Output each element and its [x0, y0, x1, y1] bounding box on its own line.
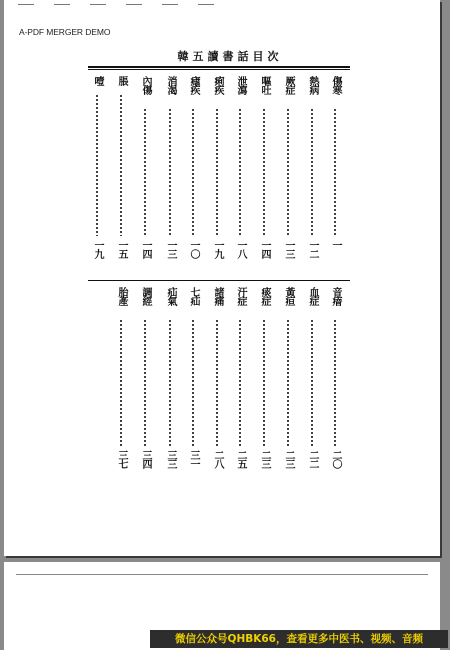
dash	[54, 4, 70, 5]
promo-banner: 微信公众号QHBK66，查看更多中医书、视频、音频	[150, 630, 448, 648]
top-dash-row	[18, 4, 238, 8]
leader-dots	[239, 319, 241, 446]
leader-dots	[263, 108, 265, 236]
leader-dots	[120, 94, 122, 236]
bottom-entry-page: 二三	[283, 450, 294, 468]
leader-dots	[263, 319, 265, 446]
dash	[126, 4, 142, 5]
leader-dots	[169, 319, 171, 446]
leader-dots	[192, 108, 194, 236]
dash	[198, 4, 214, 5]
leader-dots	[239, 108, 241, 236]
top-entry-page: 一二	[307, 240, 318, 258]
bottom-entry-page: 二二	[307, 450, 318, 468]
top-entry-title: 厥症	[283, 76, 294, 94]
top-entry-page: 一五	[116, 240, 127, 258]
top-entry-page: 一九	[212, 240, 223, 258]
dash	[18, 4, 34, 5]
top-entry-page: 一四	[259, 240, 270, 258]
top-entry-title: 痢疾	[212, 76, 223, 94]
bottom-entry-page: 三四	[140, 450, 151, 468]
section-divider	[88, 280, 350, 281]
leader-dots	[287, 108, 289, 236]
leader-dots	[311, 108, 313, 236]
bottom-entry-page: 二八	[212, 450, 223, 468]
bottom-entry-title: 痰症	[259, 287, 270, 305]
bottom-entry-title: 音瘖	[330, 287, 341, 305]
top-entry-page: 一三	[283, 240, 294, 258]
top-entry-title: 瘧疾	[188, 76, 199, 94]
bottom-entry-page: 二五	[235, 450, 246, 468]
top-entry-title: 內傷	[140, 76, 151, 94]
top-entry-page: 一四	[140, 240, 151, 258]
bottom-entry-title: 調經	[140, 287, 151, 305]
top-entry-page: 一三	[165, 240, 176, 258]
next-page-rule	[16, 574, 428, 575]
top-entry-page: 一八	[235, 240, 246, 258]
top-entry-title: 脹	[116, 76, 127, 85]
top-entry-page: 一	[330, 240, 341, 249]
bottom-entry-page: 三一	[188, 450, 199, 468]
leader-dots	[311, 319, 313, 446]
leader-dots	[144, 108, 146, 236]
leader-dots	[144, 319, 146, 446]
leader-dots	[334, 108, 336, 236]
bottom-entry-title: 血症	[307, 287, 318, 305]
top-entry-title: 熱病	[307, 76, 318, 94]
dash	[90, 4, 106, 5]
top-entry-title: 嘔吐	[259, 76, 270, 94]
leader-dots	[120, 319, 122, 446]
watermark-label: A-PDF MERGER DEMO	[19, 27, 111, 37]
leader-dots	[216, 319, 218, 446]
bottom-entry-title: 七疝	[188, 287, 199, 305]
leader-dots	[169, 108, 171, 236]
top-entry-page: 一九	[92, 240, 103, 258]
dash	[162, 4, 178, 5]
bottom-entry-page: 三七	[116, 450, 127, 468]
bottom-entry-title: 諸痛	[212, 287, 223, 305]
bottom-entry-title: 黃疸	[283, 287, 294, 305]
top-entry-title: 泄瀉	[235, 76, 246, 94]
bottom-entry-page: 三三	[165, 450, 176, 468]
document-page	[4, 0, 440, 556]
top-entry-title: 傷寒	[330, 76, 341, 94]
leader-dots	[334, 319, 336, 446]
top-entry-title: 消渴	[165, 76, 176, 94]
bottom-entry-page: 二三	[259, 450, 270, 468]
bottom-entry-page: 二〇	[330, 450, 341, 468]
bottom-entry-title: 胎產	[116, 287, 127, 305]
title-rule-top	[88, 66, 350, 68]
book-title: 韓五讀書話目次	[177, 50, 283, 63]
leader-dots	[287, 319, 289, 446]
leader-dots	[96, 94, 98, 236]
bottom-entry-title: 疝氣	[165, 287, 176, 305]
leader-dots	[216, 108, 218, 236]
leader-dots	[192, 319, 194, 446]
top-entry-title: 噎	[92, 76, 103, 85]
bottom-entry-title: 汗症	[235, 287, 246, 305]
title-rule-bottom	[88, 69, 350, 70]
top-entry-page: 一〇	[188, 240, 199, 258]
